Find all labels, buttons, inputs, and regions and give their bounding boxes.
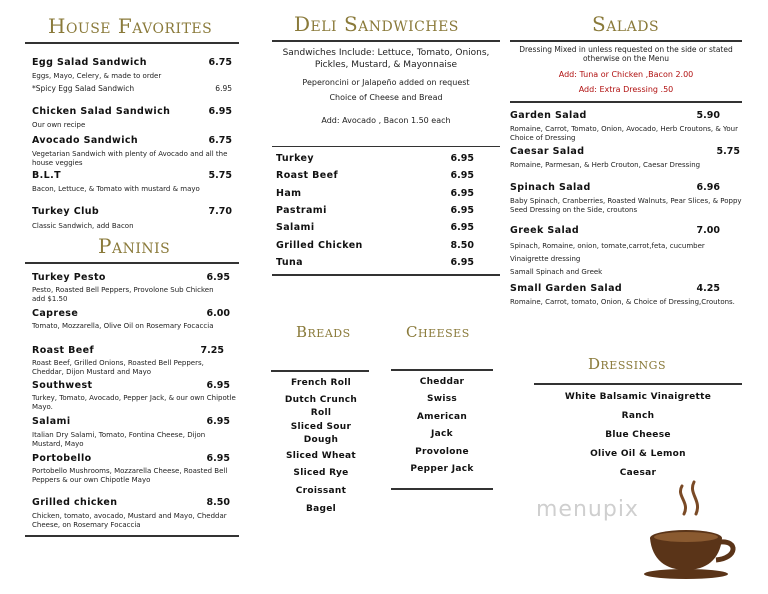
menu-item-name: Roast Beef xyxy=(276,170,339,182)
salads-title: Salads xyxy=(592,12,660,36)
menu-item-price: 6.95 xyxy=(208,106,232,117)
menu-item-price: 6.95 xyxy=(206,453,230,464)
divider xyxy=(272,274,500,276)
deli-sandwiches-title: Deli Sandwiches xyxy=(294,12,459,36)
dressing-item: Olive Oil & Lemon xyxy=(590,449,686,459)
menu-item-price: 8.50 xyxy=(206,497,230,508)
divider xyxy=(272,146,500,147)
menu-item-name: Turkey xyxy=(276,153,314,164)
breads-title: Breads xyxy=(296,323,351,341)
dressing-item: Caesar xyxy=(619,468,657,478)
bread-item: Croissant xyxy=(295,486,347,496)
menu-item-name: Greek Salad xyxy=(510,225,580,236)
bread-item: Bagel xyxy=(305,504,337,514)
menu-item-name: Caesar Salad xyxy=(510,146,585,157)
cheese-item: Jack xyxy=(431,429,453,440)
menu-item-desc: Vegetarian Sandwich with plenty of Avocado and all the house veggies xyxy=(32,150,228,167)
menupix-watermark: menupix xyxy=(536,497,639,522)
dressings-title: Dressings xyxy=(588,355,667,373)
dressing-item: White Balsamic Vinaigrette xyxy=(564,392,712,402)
menu-item-desc: Italian Dry Salami, Tomato, Fontina Cheese, Dijon Mustard, Mayo xyxy=(32,431,206,448)
menu-item-name: Avocado Sandwich xyxy=(32,135,139,146)
menu-item-desc: Romaine, Carrot, Tomato, Onion, Avocado, Herb Croutons, & Your Choice of Dressing xyxy=(510,125,738,142)
menu-item-price: 7.25 xyxy=(200,345,224,356)
cheese-item: Swiss xyxy=(426,394,458,405)
menu-item-price: 6.95 xyxy=(450,187,474,199)
cheeses-title: Cheeses xyxy=(406,323,470,341)
menu-item-name: Roast Beef xyxy=(32,345,95,356)
menu-item-desc: Samall Spinach and Greek xyxy=(510,268,603,276)
menu-item-desc: Roast Beef, Grilled Onions, Roasted Bell Peppers, Cheddar, Dijon Mustard and Mayo xyxy=(32,359,204,376)
menu-item-price: 6.95 xyxy=(450,204,474,216)
menu-item-desc: Romaine, Parmesan, & Herb Crouton, Caesar Dressing xyxy=(510,161,701,169)
menu-item-price: 6.95 xyxy=(206,380,230,391)
menu-item-name: Salami xyxy=(276,222,315,234)
menu-item-price: 7.00 xyxy=(696,225,720,236)
cheese-item: American xyxy=(416,411,468,422)
deli-intro: Choice of Cheese and Bread xyxy=(329,93,443,102)
dressing-item: Ranch xyxy=(621,411,655,421)
menu-item-name: Caprese xyxy=(32,308,79,319)
deli-row xyxy=(276,257,474,268)
cheese-item: Cheddar xyxy=(419,377,465,387)
menu-item-name: Turkey Club xyxy=(32,206,100,217)
bread-item: Sliced Rye xyxy=(293,468,349,478)
house-favorites-title: House Favorites xyxy=(48,14,213,38)
menu-item-price: 6.00 xyxy=(206,308,230,319)
cheese-item: Pepper Jack xyxy=(410,464,474,474)
menu-item-desc: Eggs, Mayo, Celery, & made to order xyxy=(32,72,162,80)
menu-item-desc: Spinach, Romaine, onion, tomate,carrot,feta, cucumber Vinaigrette dressing xyxy=(510,242,705,263)
menu-item-name: Salami xyxy=(32,416,71,427)
menu-item-name: Small Garden Salad xyxy=(510,283,623,294)
divider xyxy=(391,369,493,371)
deli-intro: Add: Avocado , Bacon 1.50 each xyxy=(321,116,451,125)
menu-item-name: Grilled chicken xyxy=(32,497,118,508)
menu-item-desc: Bacon, Lettuce, & Tomato with mustard & mayo xyxy=(32,185,200,193)
divider xyxy=(271,370,369,372)
menu-item-price: 6.95 xyxy=(206,272,230,283)
divider xyxy=(25,42,239,44)
menu-item-name: Garden Salad xyxy=(510,110,587,121)
menu-item-price: 6.95 xyxy=(450,256,474,268)
menu-item-desc: Romaine, Carrot, tomato, Onion, & Choice of Dressing,Croutons. xyxy=(510,298,735,306)
menu-item-price: 6.95 xyxy=(450,153,474,164)
menu-item-name: Tuna xyxy=(276,256,303,268)
menu-item-name: Portobello xyxy=(32,453,92,464)
deli-row xyxy=(276,222,474,233)
salad-note: Dressing Mixed in unless requested on the side or stated otherwise on the Menu xyxy=(519,45,733,63)
menu-item-desc: Portobello Mushrooms, Mozzarella Cheese, Roasted Bell Peppers & our own Chipotle Mayo xyxy=(32,467,228,484)
menu-item-price: 5.90 xyxy=(696,110,720,121)
bread-item: Sliced Sour Dough xyxy=(290,422,352,445)
menu-item-name: Grilled Chicken xyxy=(276,239,363,251)
menu-item-price: 6.75 xyxy=(208,135,232,146)
deli-row xyxy=(276,240,474,251)
menu-item-name: Ham xyxy=(276,187,302,199)
menu-item-desc: Pesto, Roasted Bell Peppers, Provolone Sub Chicken add $1.50 xyxy=(32,286,214,303)
salad-add-note: Add: Extra Dressing .50 xyxy=(578,85,674,94)
divider xyxy=(391,488,493,490)
menu-item-name: B.L.T xyxy=(32,170,61,181)
menu-item-price: 6.95 xyxy=(450,170,474,182)
menu-item-price: 8.50 xyxy=(450,239,474,251)
menu-item-name: Spinach Salad xyxy=(510,182,591,193)
menu-item-name: *Spicy Egg Salad Sandwich xyxy=(32,84,135,93)
menu-item-price: 6.75 xyxy=(208,57,232,68)
dressing-item: Blue Cheese xyxy=(605,430,671,440)
bread-item: French Roll xyxy=(291,378,351,388)
coffee-cup-icon xyxy=(640,480,750,580)
menu-item-desc: Tomato, Mozzarella, Olive Oil on Rosemary Focaccia xyxy=(32,322,214,330)
bread-item: Dutch Crunch Roll xyxy=(284,395,358,418)
divider xyxy=(272,40,500,42)
menu-item-name: Southwest xyxy=(32,380,93,391)
divider xyxy=(510,40,742,42)
menu-item-name: Turkey Pesto xyxy=(32,272,106,283)
divider xyxy=(25,535,239,537)
menu-item-price: 5.75 xyxy=(208,170,232,181)
divider xyxy=(534,383,742,385)
cheese-item: Provolone xyxy=(415,446,469,457)
paninis-title: Paninis xyxy=(98,234,171,258)
menu-item-name: Chicken Salad Sandwich xyxy=(32,106,171,117)
deli-intro: Sandwiches Include: Lettuce, Tomato, Onions, Pickles, Mustard, & Mayonnaise xyxy=(282,48,490,70)
divider xyxy=(25,262,239,264)
divider xyxy=(510,101,742,103)
menu-item-desc: Baby Spinach, Cranberries, Roasted Walnuts, Pear Slices, & Poppy Seed Dressing on the Side, croutons xyxy=(510,197,742,214)
menu-item-price: 6.95 xyxy=(215,84,232,93)
menu-item-price: 5.75 xyxy=(716,146,740,157)
menu-item-name: Egg Salad Sandwich xyxy=(32,57,147,68)
deli-row xyxy=(276,205,474,216)
menu-item-desc: Classic Sandwich, add Bacon xyxy=(32,222,134,230)
menu-item-desc: Chicken, tomato, avocado, Mustard and Mayo, Cheddar Cheese, on Rosemary Focaccia xyxy=(32,512,227,529)
menu-item-price: 6.95 xyxy=(450,222,474,234)
deli-row xyxy=(276,170,474,181)
deli-row xyxy=(276,188,474,199)
menu-item-price: 7.70 xyxy=(208,206,232,217)
salad-add-note: Add: Tuna or Chicken ,Bacon 2.00 xyxy=(558,70,694,79)
menu-item-desc: Turkey, Tomato, Avocado, Pepper Jack, & our own Chipotle Mayo. xyxy=(32,394,236,411)
menu-item-price: 6.96 xyxy=(696,182,720,193)
bread-item: Sliced Wheat xyxy=(285,451,357,461)
menu-item-price: 6.95 xyxy=(206,416,230,427)
menu-item-name: Pastrami xyxy=(276,204,327,216)
deli-intro: Peperoncini or Jalapeño added on request xyxy=(302,78,470,87)
menu-item-price: 4.25 xyxy=(696,283,720,294)
deli-row xyxy=(276,153,474,164)
menu-item-desc: Our own recipe xyxy=(32,121,86,129)
